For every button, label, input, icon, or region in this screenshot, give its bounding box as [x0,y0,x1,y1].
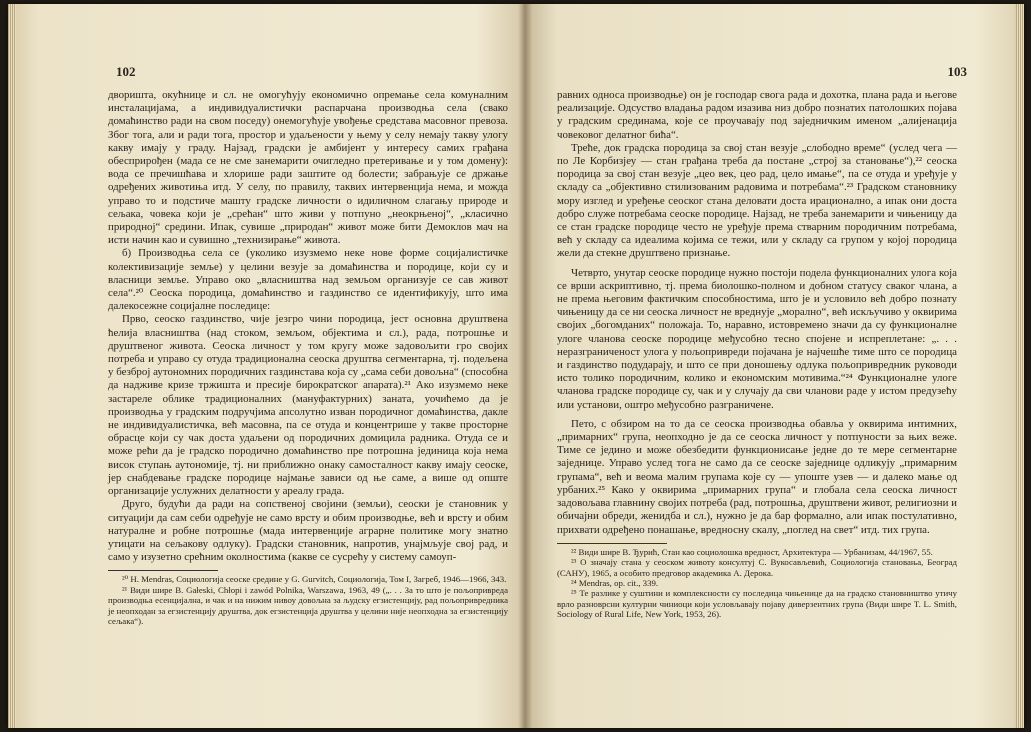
footnote: ²³ О значају стана у сеоском животу консултуј С. Вукосављевић, Социологија становања, Београд (САНУ), 1965, а особито предговор академика А. Дерока. [557,557,957,578]
paragraph: б) Производња села се (уколико изузмемо неке нове форме социјалистичке колективизације земље) у целини везује за домаћинства и породице, који су и власници земље. Управо око „власништва над земљом организује се сав живот села“.²⁰ Сеоска породица, домаћинство и газдинство се идентификују, што има далекосежне социјалне последице: [108,247,508,313]
footnote: ²⁵ Те разлике у суштини и комплексности су последица чињенице да на градско становништво утичу врло разноврсни културни чиниоци који условљавају појаву диверзентних група (Види шире T. L. Smith, Sociology of Rural Life, New York, 1953, 26). [557,588,957,620]
paragraph: Пето, с обзиром на то да се сеоска производња обавља у оквирима интимних, „примарних“ група, неопходно је да се сеоска личност у потпуности за њих веже. Тиме се једино и може обезбедити функционисање једне до те мере сегментарне заједнице. Управо услед тога не само да се сеоске заједнице одликују „примарним групама“, већ и веома малим групама које су — упоште узев — и далеко мање од урбаних.²⁵ Како у оквирима „примарних група“ и глобала села сеоска личност задовољава главнину својих потреба (рад, потрошња, друштвени живот, религиозни и обичајни обреди, женидба и сл.), нужно је да бар формално, али ипак постулативно, прихвати одређено понашање, вредносну скалу, „поглед на свет“ итд. тих група. [557,417,957,536]
footnote: ²⁰ H. Mendras, Социологија сеоске средине у G. Gurvitch, Социологија, Том I, Загреб, 1946—1966, 343. [122,574,507,585]
paragraph: дворишта, окућнице и сл. не омогућују економично опремање села комуналним инсталацијама, а индивидуалистички распарчана производња села (свако домаћинство ради на свом поседу) онемогућује увођење средстава масовног превоза. Због тога, али и ради тога, простор и удаљености у њему у селу немају такву улогу какву имају у граду. Најзад, градски је амбијент у интересу самих грађана обесприрођен (мада се не сме занемарити очигледно претеривање и у том домену): вода се пречишћава и хлорише ради заштите од болести; забрањује се држање одређених животиња итд. У селу, по правилу, таквих интервенција нема, и можда управо то и подстиче машту градске личности о идиличном слагању природе и сељака, човека који је „срећан“ што живи у потпуно „неокрњеној“, „класично природној“ средини. Ипак, сувише „природан“ живот може бити Демоклов мач на исти начин као и сувишно „технизирање“ живота. [108,89,508,247]
book-spread [8,4,1024,728]
paragraph: Прво, сеоско газдинство, чије језгро чини породица, јест основна друштвена ћелија власништва (над стоком, земљом, објектима и сл.), рада, потрошње и друштвеног живота. Сеоска личност у том кругу може задовољити гро својих потреба и управо су отуда традиционална сеоска друштва сегментарна, тј. подељена у безброј аутономних породичних газдинстава која су „сама себи довољна“ (способна да надживе кризе тржишта и пресије бирократског апарата).²¹ Ако изузмемо неке застареле облике традиционалних (мануфактурних) заната, уочићемо да је производња у градским подручјима апсолутно изван породичног домаћинства, дакле не индивидуалистичка, већ масовна, па се отуда и концентрише у такве просторне обрасце који су чак доста удаљени од породичних домицила радника. Отуда се и може рећи да је градско породично домаћинство пре потрошна јединица која нема висок ступањ аутономије, тј. ни приближно онаку самосталност какву имају сеоске, јер снабдевање градске породице најмање зависи од ње саме, а више од опште организације услужних делатности у ареалу града. [108,313,508,498]
page-number: 103 [947,64,967,79]
footnote: ²² Види шире В. Ђурић, Стан као социолошка вредност, Архитектура — Урбанизам, 44/1967, 55. [571,546,933,557]
book-gutter [518,4,532,728]
right-page [557,4,967,728]
footnote: ²⁴ Mendras, op. cit., 339. [571,577,659,588]
right-page-edge [1016,4,1024,728]
page-body [108,89,508,626]
footnote-rule [108,570,218,571]
paragraph: Четврто, унутар сеоске породице нужно постоји подела функционалних улога која се врши аскриптивно, тј. према биолошко-полном и добном статусу сваког члана, а не према његовим фактичким способностима, што је и условило већ добро познату чињеницу да се ни сеоска личност не вреднује „морално“, већ искључиво у оквирима својих „богомданих“ положаја. То, наравно, истовремено значи да су функционалне улоге чланова сеоске породице међусобно тесно спојене и испреплетане: „. . . неразграниченост улога у пољопривреди појачана је најчешће тиме што се породица и газдинство подударају, и што се при доношењу одлука пољопривредник руководи исто толико породичним, колико и економским мотивима.“²⁴ Функционалне улоге чланова градске породице су, чак и у случају да сви чланови раде у истом предузећу или установи, оштро међусобно разграничене. [557,266,957,411]
page-number: 102 [116,64,136,79]
paragraph: Друго, будући да ради на сопственој својини (земљи), сеоски је становник у ситуацији да сам себи одређује не само врсту и обим производње, већ и врсту и обим натуралне и робне потрошње (мада интервенције аграрне политике могу знатно утицати на сељакову одлуку). Градски становник, напротив, унајмљује свој рад, и само у изузетно срећним околностима (какве се сусрећу у систему самоуп- [108,498,508,564]
paragraph: равних односа производње) он је господар свога рада и дохотка, плана рада и његове реализације. Одсуство владања радом изазива низ добро познатих патолошких појава у градским срединама, које се проучавају под заједничким именом „алијенација човековог делатног бића“. [557,89,957,141]
left-page [108,4,508,728]
footnote-rule [557,543,667,544]
footnote: ²¹ Види шире B. Gałeski, Chłopi i zawód Polnika, Warszawa, 1963, 49 („. . . За то што је пољопривреда производња есенцијална, и чак и на нижим нивоу довољна за људску егзистенцију, рад пољопривредника је неопходан за егзистенцију друштва, док егзистенција друштва у целини није неопходна за егзистенцију сељака“). [108,584,508,626]
paragraph: Треће, док градска породица за свој стан везује „слободно време“ (услед чега — по Ле Корбизјеу — стан грађана треба да постане „строј за становање“),²² сеоска породица за свој стан везује „цео век, цео рад, цело имање“, па се отуда и уређује у складу са „објективно стилизованим радовима и потребама“.²³ Градском становнику мору изглед и уређење сеоског стана деловати доста ирационално, а ипак они доста добро служе потребама сеоске породице. Најзад, не треба занемарити и чињеницу да се стан градске породице често не уређује према стварним породичним потребама, већ у складу са идеалима којима се тежи, или у складу са групом у којој породица жели да стекне друштвено признање. [557,141,957,260]
page-body [557,89,957,620]
left-page-edge [8,4,16,728]
